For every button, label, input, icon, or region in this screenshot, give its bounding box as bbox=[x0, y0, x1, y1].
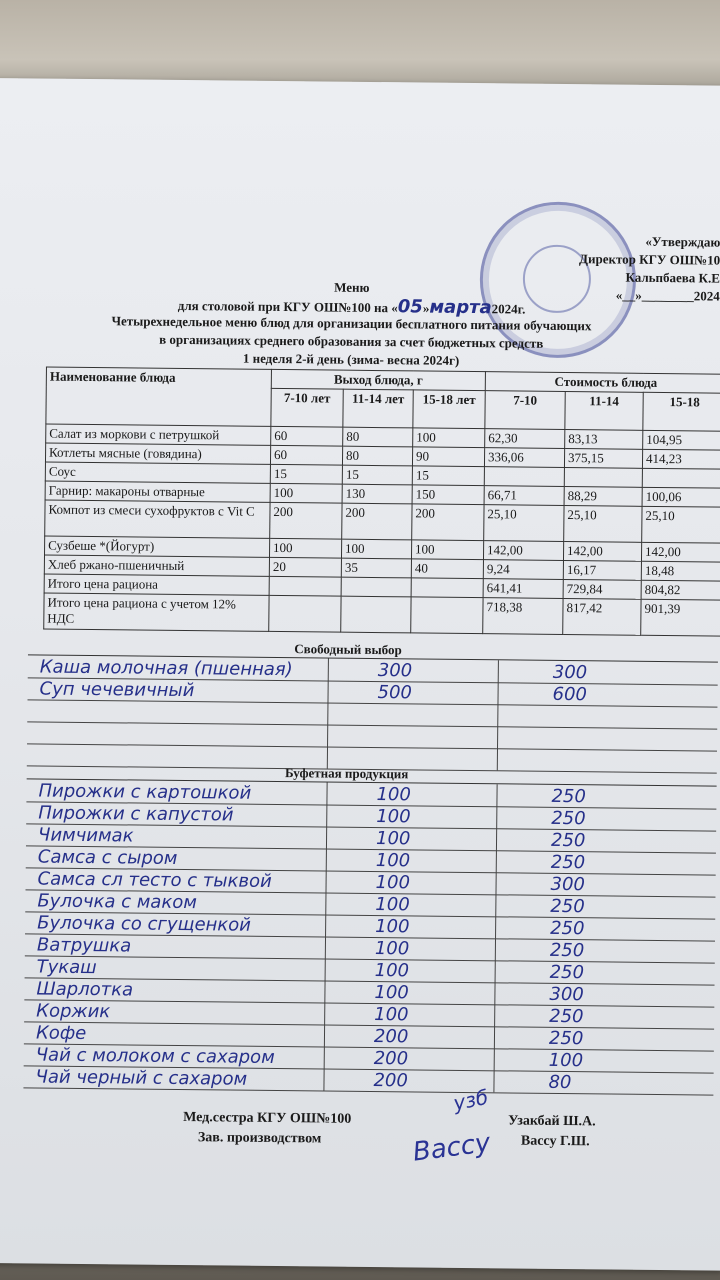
meal-weight: 100 bbox=[341, 539, 411, 559]
meal-name: Сузбеше *(Йогурт) bbox=[45, 536, 270, 557]
item-price: 300 bbox=[552, 661, 588, 684]
meal-cost bbox=[642, 468, 720, 488]
item-name: Суп чечевичный bbox=[39, 678, 195, 702]
meal-weight: 15 bbox=[412, 466, 484, 486]
item-price: 300 bbox=[549, 983, 584, 1006]
item-price: 250 bbox=[550, 851, 586, 874]
meal-name: Котлеты мясные (говядина) bbox=[45, 443, 270, 464]
item-price: 250 bbox=[550, 829, 586, 852]
meal-cost: 25,10 bbox=[484, 505, 564, 542]
item-weight: 100 bbox=[375, 894, 410, 916]
meal-cost: 9,24 bbox=[483, 560, 563, 580]
total-vat-cell: 718,38 bbox=[483, 598, 563, 635]
item-weight: 100 bbox=[375, 872, 411, 894]
col-header-output: Выход блюда, г bbox=[271, 369, 485, 390]
meal-table bbox=[43, 367, 720, 637]
meal-cost: 336,06 bbox=[484, 448, 564, 468]
meal-weight: 200 bbox=[270, 502, 342, 539]
meal-cost bbox=[564, 467, 642, 487]
item-price: 250 bbox=[550, 917, 585, 940]
item-price: 250 bbox=[549, 961, 585, 984]
item-weight: 100 bbox=[375, 916, 410, 938]
buffet-title: Буфетная продукция bbox=[285, 765, 409, 782]
total-vat-label: Итого цена рациона с учетом 12% НДС bbox=[44, 593, 269, 631]
total-label: Итого цена рациона bbox=[44, 574, 269, 595]
meal-weight: 20 bbox=[269, 557, 341, 577]
item-name: Пирожки с капустой bbox=[38, 802, 234, 826]
nurse-signature: узб bbox=[451, 1084, 491, 1116]
meal-name: Хлеб ржано-пшеничный bbox=[44, 555, 269, 576]
meal-weight: 100 bbox=[413, 428, 485, 448]
meal-cost: 88,29 bbox=[564, 486, 642, 506]
item-price: 250 bbox=[549, 939, 585, 962]
item-weight: 100 bbox=[374, 1004, 409, 1026]
menu-subtitle: Четырехнедельное меню блюд для организации бесплатного питания обучающих bbox=[111, 313, 592, 334]
meal-cost: 25,10 bbox=[642, 506, 720, 543]
meal-cost: 18,48 bbox=[641, 561, 720, 581]
approval-block: «Утверждаю Директор КГУ ОШ№10 Кальпбаева К.Е «__»________2024 bbox=[578, 233, 720, 304]
col-header-name: Наименование блюда bbox=[46, 367, 272, 426]
total-cell: 804,82 bbox=[641, 580, 720, 600]
cost-header: 11-14 bbox=[565, 391, 643, 430]
menu-subtitle-2: в организациях среднего образования за счет бюджетных средств bbox=[159, 331, 544, 351]
meal-cost: 142,00 bbox=[641, 542, 720, 562]
free-choice-title: Свободный выбор bbox=[294, 641, 402, 658]
item-name: Чай черный с сахаром bbox=[35, 1066, 248, 1090]
meal-cost: 83,13 bbox=[565, 429, 643, 449]
total-cell: 729,84 bbox=[563, 579, 641, 599]
meal-name: Салат из моркови с петрушкой bbox=[46, 424, 271, 445]
item-weight: 200 bbox=[373, 1026, 409, 1048]
meal-cost: 100,06 bbox=[642, 487, 720, 507]
meal-weight: 100 bbox=[269, 538, 341, 558]
menu-document bbox=[0, 78, 720, 1271]
item-weight: 100 bbox=[375, 850, 411, 872]
nurse-role: Мед.сестра КГУ ОШ№100 bbox=[183, 1110, 352, 1127]
meal-weight: 150 bbox=[412, 485, 484, 505]
item-weight: 100 bbox=[374, 960, 410, 982]
manager-role: Зав. производством bbox=[197, 1130, 322, 1147]
item-weight: 200 bbox=[373, 1070, 408, 1092]
meal-cost: 375,15 bbox=[564, 448, 642, 468]
item-price: 100 bbox=[548, 1049, 584, 1072]
menu-heading: Меню bbox=[334, 279, 370, 295]
menu-date-line: для столовой при КГУ ОШ№100 на «05»марта2024г. bbox=[177, 296, 526, 319]
item-name: Пирожки с картошкой bbox=[38, 780, 252, 804]
item-price: 600 bbox=[552, 683, 588, 706]
item-name: Чимчимак bbox=[37, 824, 134, 847]
item-name: Чай с молоком с сахаром bbox=[35, 1044, 275, 1068]
meal-weight: 80 bbox=[342, 446, 412, 466]
meal-weight: 130 bbox=[342, 484, 412, 504]
item-weight: 100 bbox=[376, 784, 411, 806]
total-vat-cell: 817,42 bbox=[563, 598, 641, 635]
item-price: 250 bbox=[548, 1027, 584, 1050]
item-name: Самса сл тесто с тыквой bbox=[37, 868, 272, 892]
age-header: 15-18 лет bbox=[413, 390, 485, 429]
item-price: 250 bbox=[551, 785, 586, 808]
manager-signature: Вассу bbox=[411, 1127, 493, 1168]
item-price: 250 bbox=[551, 807, 586, 830]
meal-name: Компот из смеси сухофруктов с Vit C bbox=[45, 500, 270, 538]
meal-weight: 90 bbox=[412, 447, 484, 467]
item-name: Ватрушка bbox=[36, 934, 132, 957]
meal-weight: 200 bbox=[342, 503, 412, 540]
item-name: Самса с сыром bbox=[37, 846, 178, 869]
meal-name: Гарнир: макароны отварные bbox=[45, 481, 270, 502]
item-price: 250 bbox=[549, 1005, 584, 1028]
total-cell: 641,41 bbox=[483, 579, 563, 599]
meal-weight: 200 bbox=[412, 504, 484, 541]
item-weight: 100 bbox=[374, 938, 410, 960]
item-price: 250 bbox=[550, 895, 585, 918]
item-weight: 100 bbox=[376, 806, 411, 828]
item-name: Булочка со сгущенкой bbox=[37, 912, 252, 936]
item-name: Кофе bbox=[35, 1022, 87, 1045]
meal-weight: 35 bbox=[341, 558, 411, 578]
meal-cost: 414,23 bbox=[642, 449, 720, 469]
age-header: 7-10 лет bbox=[271, 388, 343, 427]
meal-cost: 66,71 bbox=[484, 486, 564, 506]
meal-weight: 60 bbox=[270, 445, 342, 465]
meal-cost: 142,00 bbox=[563, 541, 641, 561]
meal-cost: 25,10 bbox=[564, 505, 642, 542]
meal-weight: 60 bbox=[271, 426, 343, 446]
menu-week-day: 1 неделя 2-й день (зима- весна 2024г) bbox=[242, 350, 460, 368]
meal-cost: 16,17 bbox=[563, 560, 641, 580]
col-header-cost: Стоимость блюда bbox=[485, 372, 720, 394]
meal-weight: 15 bbox=[342, 465, 412, 485]
item-name: Булочка с маком bbox=[37, 890, 197, 914]
meal-cost: 142,00 bbox=[483, 541, 563, 561]
item-name: Каша молочная (пшенная) bbox=[39, 656, 293, 681]
cost-header: 15-18 bbox=[643, 392, 720, 431]
nurse-name: Узакбай Ш.А. bbox=[508, 1113, 596, 1130]
meal-name: Соус bbox=[45, 462, 270, 483]
manager-name: Вассу Г.Ш. bbox=[520, 1133, 590, 1150]
item-name: Тукаш bbox=[36, 956, 97, 979]
meal-cost bbox=[484, 467, 564, 487]
age-header: 11-14 лет bbox=[343, 389, 413, 428]
item-weight: 300 bbox=[377, 660, 413, 682]
item-weight: 500 bbox=[377, 682, 413, 704]
item-weight: 200 bbox=[373, 1048, 409, 1070]
buffet-grid bbox=[23, 778, 716, 1098]
meal-cost: 62,30 bbox=[485, 429, 565, 449]
free-choice-grid bbox=[27, 654, 718, 774]
meal-weight: 100 bbox=[411, 540, 483, 560]
total-vat-cell: 901,39 bbox=[641, 599, 720, 636]
meal-weight: 100 bbox=[270, 483, 342, 503]
item-price: 300 bbox=[550, 873, 586, 896]
meal-weight: 80 bbox=[343, 427, 413, 447]
meal-cost: 104,95 bbox=[643, 430, 720, 450]
item-weight: 100 bbox=[374, 982, 409, 1004]
item-name: Коржик bbox=[36, 1000, 111, 1023]
meal-weight: 15 bbox=[270, 464, 342, 484]
meal-weight: 40 bbox=[411, 559, 483, 579]
item-price: 80 bbox=[548, 1071, 572, 1094]
item-name: Шарлотка bbox=[36, 978, 134, 1001]
cost-header: 7-10 bbox=[485, 391, 565, 430]
item-weight: 100 bbox=[375, 828, 411, 850]
